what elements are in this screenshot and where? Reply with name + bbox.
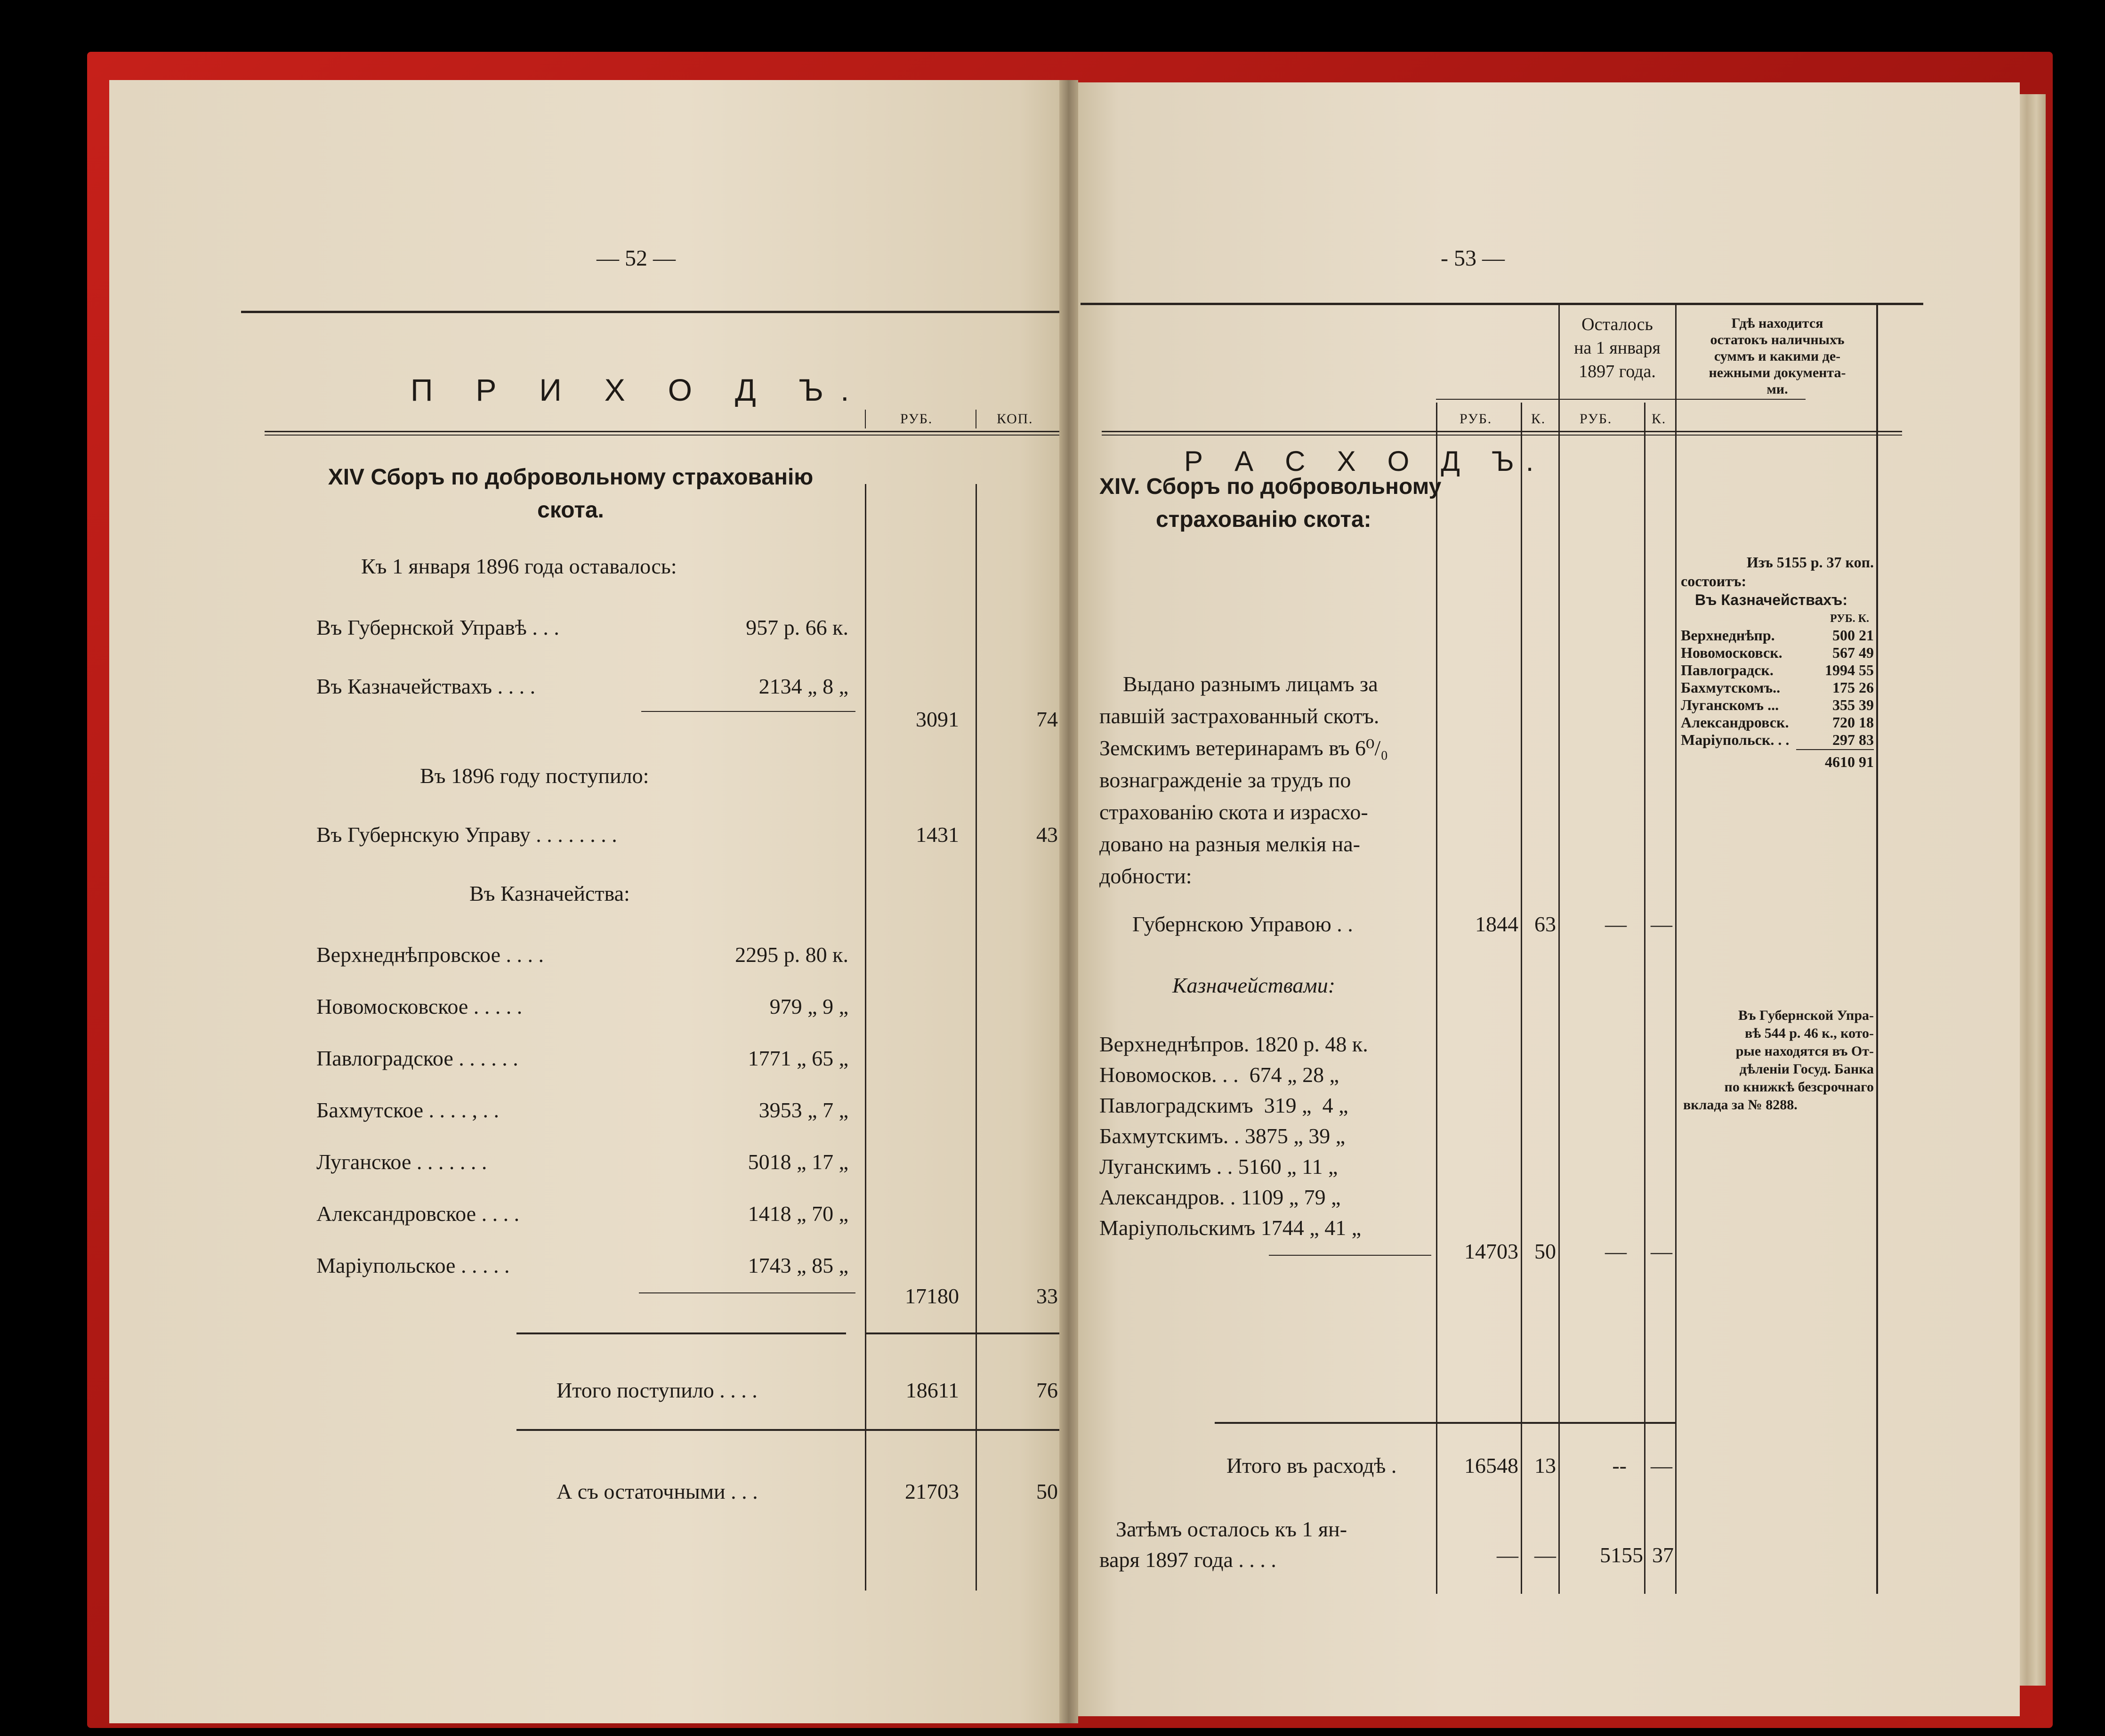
treasury-row-label: Александровское . . . . xyxy=(316,1202,520,1226)
treasury-row: Александров. . 1109 „ 79 „ xyxy=(1099,1185,1341,1209)
gubernia-row-rub: 1431 xyxy=(916,823,959,847)
location-row-value: 297 83 xyxy=(1832,731,1874,748)
total-received-kop: 76 xyxy=(1036,1378,1058,1402)
treasury-row-amount: 3953 „ 7 „ xyxy=(758,1098,848,1122)
remaining-k2: 37 xyxy=(1652,1543,1674,1567)
location-row-name: Павлоградск. xyxy=(1681,662,1774,678)
treasury-total-rub: 17180 xyxy=(905,1284,959,1308)
with-balance-label: А съ остаточными . . . xyxy=(556,1479,758,1503)
treasury-total-kop: 33 xyxy=(1036,1284,1058,1308)
bank-note-line: по книжкѣ безсрочнаго xyxy=(1724,1079,1874,1095)
gubernia-row-rub2: — xyxy=(1605,912,1627,936)
total-received-label: Итого поступило . . . . xyxy=(556,1378,758,1402)
gubernia-row-k: 63 xyxy=(1534,912,1556,936)
with-balance-kop: 50 xyxy=(1036,1479,1058,1503)
treasury-row-amount: 5018 „ 17 „ xyxy=(748,1150,848,1174)
location-row-value: 1994 55 xyxy=(1825,662,1874,678)
balance-heading: Къ 1 января 1896 года оставалось: xyxy=(361,554,677,578)
treasury-row-label: Верхнеднѣпровское . . . . xyxy=(316,943,544,967)
remaining-rub: — xyxy=(1497,1543,1518,1567)
location-note-line: Изъ 5155 р. 37 коп. xyxy=(1746,554,1874,571)
balance-total-rub: 3091 xyxy=(916,707,959,731)
bank-note-line: Въ Губернской Упра- xyxy=(1738,1008,1874,1023)
treasury-row-label: Луганское . . . . . . . xyxy=(316,1150,487,1174)
page-number: - 53 — xyxy=(1441,246,1505,271)
col-remaining-line3: 1897 года. xyxy=(1579,362,1656,381)
location-note-line: состоитъ: xyxy=(1681,573,1747,589)
received-heading: Въ 1896 году поступило: xyxy=(420,764,649,788)
total-expense-rub: 16548 xyxy=(1464,1453,1518,1478)
description-line: павшій застрахованный скотъ. xyxy=(1099,704,1379,728)
treasuries-heading: Въ Казначейства: xyxy=(469,881,630,905)
treasury-total-k2: — xyxy=(1651,1239,1672,1263)
gubernia-row-rub: 1844 xyxy=(1475,912,1518,936)
treasury-row-label: Маріупольское . . . . . xyxy=(316,1253,510,1277)
treasury-row-amount: 979 „ 9 „ xyxy=(769,994,848,1018)
description-line: вознагражденіе за трудъ по xyxy=(1099,768,1351,792)
gubernia-row-label: Губернскою Управою . . xyxy=(1132,912,1353,936)
right-title: Р А С Х О Д Ъ. xyxy=(1184,445,1546,477)
treasury-row-amount: 1743 „ 85 „ xyxy=(748,1253,848,1277)
location-units: РУБ. К. xyxy=(1830,613,1869,625)
treasuries-heading: Казначействами: xyxy=(1172,973,1336,997)
description-line: довано на разныя мелкія на- xyxy=(1099,832,1360,856)
bank-note-line: вѣ 544 р. 46 к., кото- xyxy=(1745,1025,1874,1041)
remaining-line1: Затѣмъ осталось къ 1 ян- xyxy=(1116,1517,1347,1541)
location-row-value: 175 26 xyxy=(1832,679,1874,696)
treasury-row-amount: 1418 „ 70 „ xyxy=(748,1202,848,1226)
balance-row-amount: 2134 „ 8 „ xyxy=(758,674,848,698)
location-row-name: Бахмутскомъ.. xyxy=(1681,679,1781,696)
description-line: Земскимъ ветеринарамъ въ 6⁰/₀ xyxy=(1099,736,1388,760)
book-gutter xyxy=(1059,80,1078,1723)
left-title: П Р И Х О Д Ъ. xyxy=(411,372,866,407)
treasury-row: Верхнеднѣпров. 1820 р. 48 к. xyxy=(1099,1032,1368,1056)
location-row-value: 567 49 xyxy=(1832,644,1874,661)
total-received-rub: 18611 xyxy=(905,1378,959,1402)
page-stack-edge xyxy=(2017,94,2046,1686)
treasury-row-label: Павлоградское . . . . . . xyxy=(316,1046,518,1070)
gubernia-row-label: Въ Губернскую Управу . . . . . . . . xyxy=(316,823,617,847)
total-expense-k: 13 xyxy=(1534,1453,1556,1478)
description-line: добности: xyxy=(1099,864,1192,888)
balance-row-label: Въ Казначействахъ . . . . xyxy=(316,674,536,698)
location-row-name: Александровск. xyxy=(1681,714,1789,731)
balance-row-amount: 957 р. 66 к. xyxy=(746,615,848,639)
location-row-value: 355 39 xyxy=(1832,696,1874,713)
col-location-line: Гдѣ находится xyxy=(1731,315,1823,331)
treasury-row-amount: 2295 р. 80 к. xyxy=(735,943,848,967)
col-remaining-line1: Осталось xyxy=(1581,315,1653,334)
total-expense-rub2: -- xyxy=(1612,1453,1627,1478)
section-title-line2: скота. xyxy=(537,498,604,523)
col-remaining-line2: на 1 января xyxy=(1574,338,1661,358)
bank-note-line: рые находятся въ От- xyxy=(1735,1043,1874,1059)
balance-row-label: Въ Губернской Управѣ . . . xyxy=(316,615,559,639)
treasury-row: Новомосков. . . 674 „ 28 „ xyxy=(1099,1063,1339,1087)
treasury-row-label: Бахмутское . . . . , . . xyxy=(316,1098,500,1122)
gubernia-row-k2: — xyxy=(1651,912,1672,936)
treasury-total-rub: 14703 xyxy=(1464,1239,1518,1263)
col-location-line: нежными документа- xyxy=(1709,365,1846,380)
location-row-value: 500 21 xyxy=(1832,627,1874,644)
location-total: 4610 91 xyxy=(1825,753,1874,770)
col-location-line: суммъ и какими де- xyxy=(1714,348,1841,364)
col-location-line: остатокъ наличныхъ xyxy=(1710,332,1845,347)
balance-total-kop: 74 xyxy=(1036,707,1058,731)
location-row-value: 720 18 xyxy=(1832,714,1874,731)
description-line: страхованію скота и израсхо- xyxy=(1099,800,1368,824)
col-location-line: ми. xyxy=(1766,381,1788,397)
gubernia-row-kop: 43 xyxy=(1036,823,1058,847)
description-line: Выдано разнымъ лицамъ за xyxy=(1123,672,1378,696)
left-page xyxy=(109,80,1067,1723)
section-title-line1: XIV. Сборъ по добровольному xyxy=(1099,474,1442,499)
treasury-row: Маріупольскимъ 1744 „ 41 „ xyxy=(1099,1216,1362,1240)
total-expense-k2: — xyxy=(1651,1453,1672,1478)
total-expense-label: Итого въ расходѣ . xyxy=(1226,1453,1397,1478)
location-row-name: Луганскомъ ... xyxy=(1681,696,1779,713)
location-row-name: Верхнеднѣпр. xyxy=(1681,627,1775,644)
remaining-k: — xyxy=(1534,1543,1556,1567)
col-rub-header: РУБ. xyxy=(900,411,933,427)
treasury-total-k: 50 xyxy=(1534,1239,1556,1263)
location-row-name: Маріупольск. . . xyxy=(1681,731,1790,748)
bank-note-line: дѣленіи Госуд. Банка xyxy=(1739,1061,1874,1077)
with-balance-rub: 21703 xyxy=(905,1479,959,1503)
treasury-row: Павлоградскимъ 319 „ 4 „ xyxy=(1099,1093,1348,1117)
treasury-row: Бахмутскимъ. . 3875 „ 39 „ xyxy=(1099,1124,1346,1148)
col-rub-header: РУБ. xyxy=(1460,411,1492,427)
col-rub2-header: РУБ. xyxy=(1580,411,1613,427)
col-kop-header: КОП. xyxy=(997,411,1033,427)
remaining-rub2: 5155 xyxy=(1600,1543,1643,1567)
page-number: — 52 — xyxy=(597,246,676,271)
col-k-header: К. xyxy=(1531,411,1546,427)
bank-note-line: вклада за № 8288. xyxy=(1683,1097,1798,1113)
location-row-name: Новомосковск. xyxy=(1681,644,1782,661)
section-title-line2: страхованію скота: xyxy=(1156,507,1371,532)
right-page xyxy=(1071,82,2020,1716)
treasury-row-label: Новомосковское . . . . . xyxy=(316,994,523,1018)
location-treasury-heading: Въ Казначействахъ: xyxy=(1695,591,1848,608)
treasury-row-amount: 1771 „ 65 „ xyxy=(748,1046,848,1070)
col-k2-header: К. xyxy=(1652,411,1667,427)
section-title-line1: XIV Сборъ по добровольному страхованію xyxy=(328,465,814,490)
treasury-row: Луганскимъ . . 5160 „ 11 „ xyxy=(1099,1155,1338,1179)
treasury-total-rub2: — xyxy=(1605,1239,1627,1263)
remaining-line2: варя 1897 года . . . . xyxy=(1099,1548,1276,1572)
